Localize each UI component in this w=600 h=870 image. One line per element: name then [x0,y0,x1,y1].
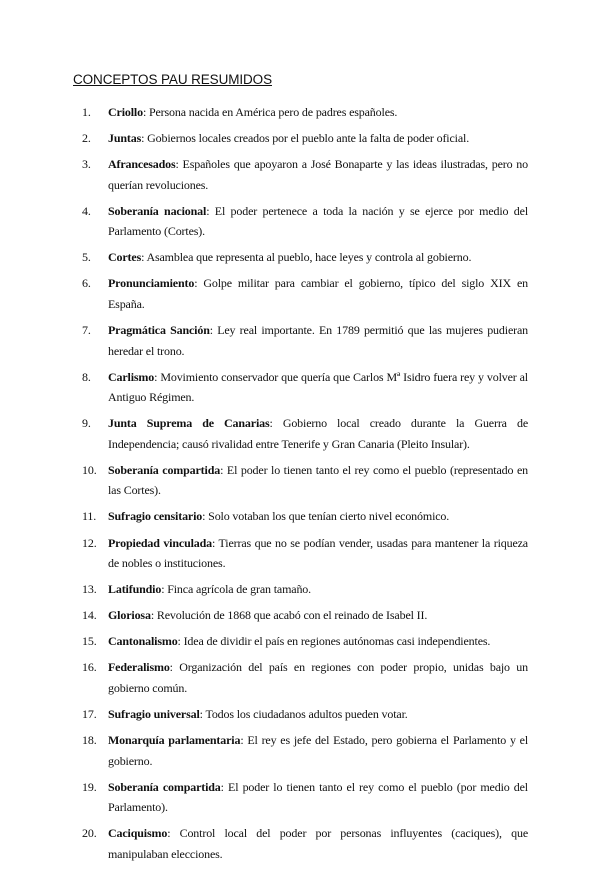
list-item [82,777,528,818]
list-item-number: 2. [82,131,91,146]
concept-list [82,102,528,870]
concept-definition: : Asamblea que representa al pueblo, hace leyes y controla al gobierno. [141,250,472,265]
list-item [82,273,528,314]
concept-definition: : Organización del país en regiones con poder propio, unidas bajo un gobierno común. [108,660,528,695]
concept-term: Latifundio [108,582,162,597]
concept-term: Criollo [108,105,143,119]
list-item-number: 9. [82,416,91,431]
concept-definition: : Persona nacida en América pero de padres españoles. [142,105,398,119]
document-title: CONCEPTOS PAU RESUMIDOS [73,72,272,87]
list-item-number: 14. [82,608,97,623]
list-item-number: 10. [82,462,97,477]
concept-definition: : Revolución de 1868 que acabó con el reinado de Isabel II. [150,608,428,623]
list-item-number: 16. [82,660,97,675]
concept-term: Sufragio universal [108,707,200,721]
list-item-number: 11. [82,509,97,524]
list-item-number: 1. [82,105,91,119]
concept-term: Soberanía compartida [108,462,221,477]
list-item [82,367,528,408]
list-item-number: 5. [82,250,91,265]
concept-term: Propiedad vinculada [108,535,212,550]
concept-term: Pronunciamiento [108,276,195,291]
list-item-number: 8. [82,369,91,384]
concept-term: Soberanía nacional [108,203,207,218]
concept-definition: : Ley real importante. En 1789 permitió que las mujeres pudieran heredar el trono. [108,323,528,358]
concept-term: Soberanía compartida [108,779,221,794]
concept-definition: : Solo votaban los que tenían cierto nivel económico. [202,509,450,524]
list-item [82,533,528,574]
list-item-number: 18. [82,733,97,748]
list-item [82,201,528,242]
list-item [82,102,528,123]
concept-definition: : Control local del poder por personas influyentes (caciques), que manipulaban elecciones. [108,826,528,861]
list-item [82,154,528,195]
list-item [82,631,528,652]
concept-definition: : El poder lo tienen tanto el rey como el pueblo (representado en las Cortes). [108,462,528,498]
list-item-number: 17. [82,707,97,721]
concept-term: Junta Suprema de Canarias [108,416,270,431]
list-item-number: 13. [82,582,97,597]
list-item-number: 19. [82,779,97,794]
concept-definition: : Gobierno local creado durante la Guerra de Independencia; causó rivalidad entre Tenerife y Gran Canaria (Pleito Insular). [108,416,528,451]
list-item [82,605,528,626]
concept-term: Afrancesados [108,157,176,172]
concept-term: Carlismo [108,369,155,384]
concept-definition: : El poder pertenece a toda la nación y se ejerce por medio del Parlamento (Cortes). [108,203,529,239]
list-item [82,704,528,725]
concept-definition: : Idea de dividir el país en regiones autónomas casi independientes. [177,634,491,649]
list-item-number: 15. [82,634,97,649]
list-item-number: 12. [82,535,97,550]
list-item [82,320,528,361]
list-item-number: 7. [82,323,91,338]
concept-definition: : El poder lo tienen tanto el rey como el pueblo (por medio del Parlamento). [108,779,528,815]
concept-term: Federalismo [108,660,170,675]
concept-definition: : Finca agrícola de gran tamaño. [161,582,311,597]
concept-term: Sufragio censitario [108,509,203,524]
concept-term: Monarquía parlamentaria [108,733,241,748]
concept-definition: : Españoles que apoyaron a José Bonaparte y las ideas ilustradas, pero no querían revoluciones. [108,157,528,192]
concept-definition: : Golpe militar para cambiar el gobierno, típico del siglo XIX en España. [108,276,528,311]
list-item [82,579,528,600]
concept-definition: : El rey es jefe del Estado, pero gobierna el Parlamento y el gobierno. [108,733,529,768]
concept-term: Cantonalismo [108,634,178,649]
concept-term: Juntas [108,131,142,146]
list-item [82,823,528,864]
concept-term: Cortes [108,250,142,265]
list-item [82,413,528,454]
list-item-number: 3. [82,157,91,172]
list-item [82,657,528,698]
concept-definition: : Movimiento conservador que quería que Carlos Mª Isidro fuera rey y volver al Antiguo Régimen. [108,369,528,405]
concept-term: Caciquismo [108,826,168,841]
list-item [82,506,528,527]
concept-term: Pragmática Sanción [108,323,210,338]
concept-definition: : Gobiernos locales creados por el pueblo ante la falta de poder oficial. [141,131,470,146]
concept-definition: : Tierras que no se podían vender, usadas para mantener la riqueza de nobles o instituciones. [108,535,528,571]
list-item-number: 4. [82,203,91,218]
list-item [82,460,528,501]
concept-term: Gloriosa [108,608,151,623]
list-item-number: 20. [82,826,97,841]
concept-definition: : Todos los ciudadanos adultos pueden votar. [199,707,408,721]
list-item-number: 6. [82,276,91,291]
list-item [82,128,528,149]
list-item [82,730,528,771]
list-item [82,247,528,268]
